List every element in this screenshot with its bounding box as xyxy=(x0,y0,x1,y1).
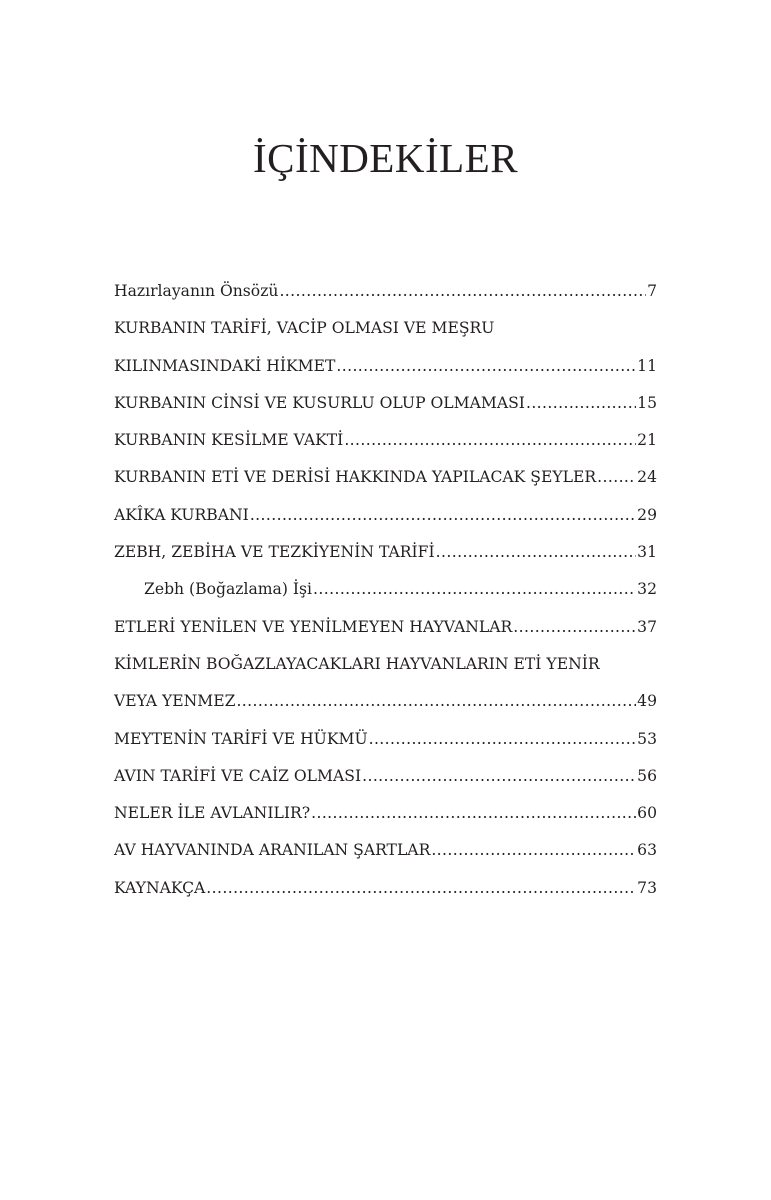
toc-entry-kaynakca[interactable] xyxy=(114,877,657,899)
dot-leader xyxy=(206,877,636,899)
toc-entry-akika-kurbani[interactable] xyxy=(114,504,657,526)
toc-page-number: 7 xyxy=(647,282,657,300)
toc-entry-eti-ve-derisi[interactable] xyxy=(114,466,657,488)
toc-entry-title: Hazırlayanın Önsözü xyxy=(114,282,279,300)
toc-entry-title-line1: KURBANIN TARİFİ, VACİP OLMASI VE MEŞRU xyxy=(114,319,495,338)
dot-leader xyxy=(344,429,636,451)
dot-leader xyxy=(250,504,636,526)
toc-entry-kesilme-vakti[interactable] xyxy=(114,429,657,451)
toc-page-number: 63 xyxy=(637,841,657,860)
dot-leader xyxy=(336,355,636,377)
toc-subentry-zebh-isi[interactable] xyxy=(114,578,657,600)
toc-entry-av-hayvaninda[interactable] xyxy=(114,839,657,861)
dot-leader xyxy=(313,578,636,600)
toc-entry-kurbanin-tarifi[interactable] xyxy=(114,317,657,376)
toc-entry-title: KAYNAKÇA xyxy=(114,878,206,897)
toc-entry-onsoz[interactable] xyxy=(114,280,657,302)
toc-entry-title: ETLERİ YENİLEN VE YENİLMEYEN HAYVANLAR xyxy=(114,617,513,636)
dot-leader xyxy=(362,765,636,787)
toc-page-number: 37 xyxy=(637,617,657,636)
toc-entry-title: AKÎKA KURBANI xyxy=(114,505,249,524)
page-title: İÇİNDEKİLER xyxy=(252,135,519,181)
toc-entry-title-line1: KİMLERİN BOĞAZLAYACAKLARI HAYVANLARIN ETİ YENİR xyxy=(114,654,600,673)
dot-leader xyxy=(431,839,636,861)
dot-leader xyxy=(236,690,636,712)
toc-entry-meytenin-tarifi[interactable] xyxy=(114,728,657,750)
toc-entry-title: KILINMASINDAKİ HİKMET xyxy=(114,356,336,375)
toc-entry-kurbanin-cinsi[interactable] xyxy=(114,392,657,414)
toc-entry-kimlerin-bogazlayacaklari[interactable] xyxy=(114,653,657,712)
toc-page-number: 53 xyxy=(637,729,657,748)
table-of-contents xyxy=(114,280,657,914)
toc-entry-title: NELER İLE AVLANILIR? xyxy=(114,804,311,823)
toc-entry-title: KURBANIN KESİLME VAKTİ xyxy=(114,431,344,450)
toc-entry-avin-tarifi[interactable] xyxy=(114,765,657,787)
dot-leader xyxy=(526,392,636,414)
toc-entry-title: VEYA YENMEZ xyxy=(114,692,236,711)
toc-entry-title: KURBANIN ETİ VE DERİSİ HAKKINDA YAPILACAK ŞEYLER xyxy=(114,468,597,487)
toc-entry-title: AV HAYVANINDA ARANILAN ŞARTLAR xyxy=(114,841,431,860)
toc-page-number: 24 xyxy=(637,468,657,487)
dot-leader xyxy=(597,466,636,488)
toc-entry-title: MEYTENİN TARİFİ VE HÜKMÜ xyxy=(114,729,368,748)
toc-page-number: 31 xyxy=(637,543,657,562)
toc-page-number: 11 xyxy=(637,356,657,375)
toc-entry-title: AVIN TARİFİ VE CAİZ OLMASI xyxy=(114,766,362,785)
toc-entry-title: Zebh (Boğazlama) İşi xyxy=(144,580,313,599)
toc-entry-etleri-yenilen[interactable] xyxy=(114,616,657,638)
toc-page-number: 21 xyxy=(637,431,657,450)
toc-page-number: 49 xyxy=(637,692,657,711)
toc-page-number: 15 xyxy=(637,393,657,412)
dot-leader xyxy=(279,280,646,302)
toc-entry-neler-ile-avlanilir[interactable] xyxy=(114,802,657,824)
dot-leader xyxy=(436,541,637,563)
toc-page-number: 32 xyxy=(637,580,657,599)
toc-page-number: 60 xyxy=(637,804,657,823)
dot-leader xyxy=(311,802,636,824)
toc-entry-title: KURBANIN CİNSİ VE KUSURLU OLUP OLMAMASI xyxy=(114,393,525,412)
dot-leader xyxy=(369,728,637,750)
dot-leader xyxy=(513,616,636,638)
toc-page-number: 29 xyxy=(637,505,657,524)
toc-entry-title: ZEBH, ZEBİHA VE TEZKİYENİN TARİFİ xyxy=(114,543,435,562)
toc-page-number: 56 xyxy=(637,766,657,785)
toc-page-number: 73 xyxy=(637,878,657,897)
toc-entry-zebh-zebiha[interactable] xyxy=(114,541,657,563)
